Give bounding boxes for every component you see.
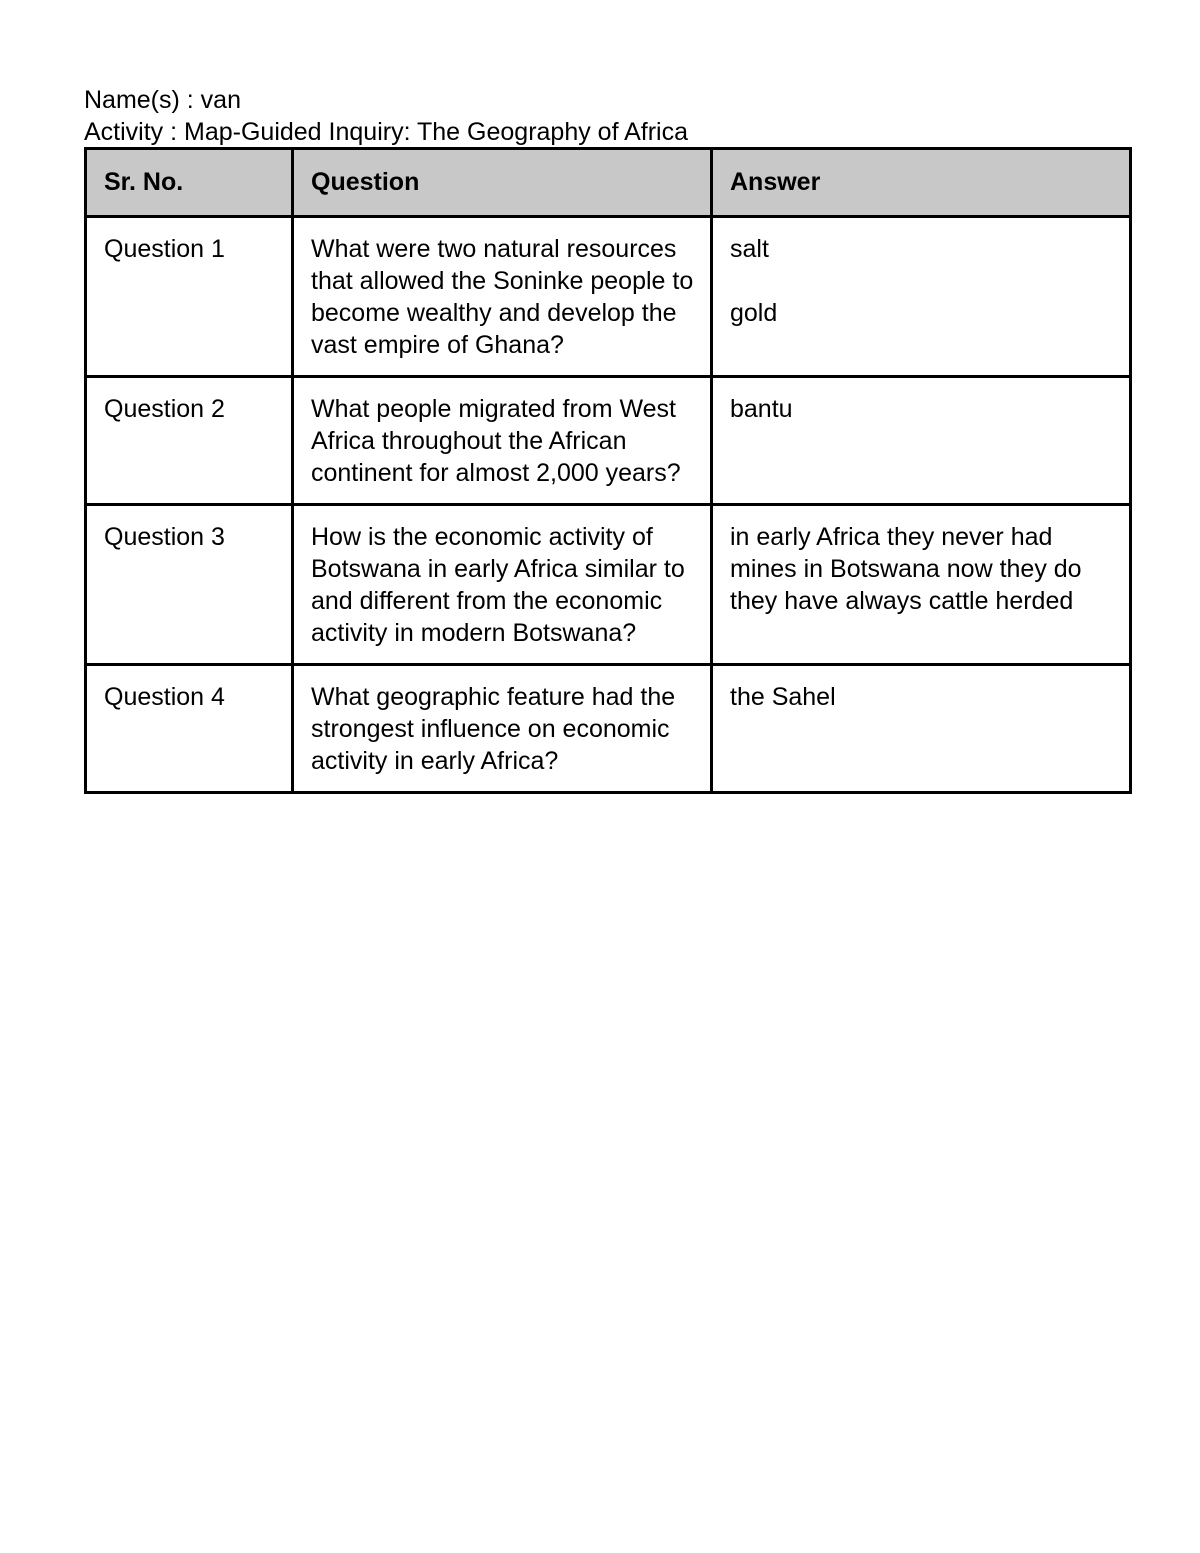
question-text: How is the economic activity of Botswana in early Africa similar to and different from the economic activity in modern Botswana? bbox=[293, 505, 712, 665]
answer-text: the Sahel bbox=[730, 683, 836, 711]
activity-title: Activity : Map-Guided Inquiry: The Geography of Africa bbox=[84, 118, 688, 146]
row-number: Question 1 bbox=[86, 217, 293, 377]
question-text: What people migrated from West Africa throughout the African continent for almost 2,000 years? bbox=[293, 377, 712, 505]
answer-cell[interactable] bbox=[712, 665, 1131, 793]
answer-text: gold bbox=[730, 299, 778, 327]
row-number: Question 4 bbox=[86, 665, 293, 793]
column-header-question: Question bbox=[293, 149, 712, 217]
table-row bbox=[86, 217, 1131, 377]
question-text: What were two natural resources that allowed the Soninke people to become wealthy and develop the vast empire of Ghana? bbox=[293, 217, 712, 377]
question-text: What geographic feature had the strongest influence on economic activity in early Africa? bbox=[293, 665, 712, 793]
table-row bbox=[86, 377, 1131, 505]
question-answer-table bbox=[84, 147, 1132, 794]
row-number: Question 2 bbox=[86, 377, 293, 505]
names-line: Name(s) : van bbox=[84, 86, 241, 114]
answer-cell[interactable] bbox=[712, 377, 1131, 505]
answer-cell[interactable] bbox=[712, 505, 1131, 665]
answer-cell[interactable] bbox=[712, 217, 1131, 377]
table-row bbox=[86, 505, 1131, 665]
table-row bbox=[86, 665, 1131, 793]
document-header bbox=[84, 84, 688, 148]
row-number: Question 3 bbox=[86, 505, 293, 665]
answer-text: bantu bbox=[730, 395, 793, 423]
column-header-sr-no: Sr. No. bbox=[86, 149, 293, 217]
answer-text: salt bbox=[730, 235, 769, 263]
table-header-row bbox=[86, 149, 1131, 217]
answer-text: in early Africa they never had mines in Botswana now they do they have always cattle herded bbox=[730, 523, 1082, 615]
column-header-answer: Answer bbox=[712, 149, 1131, 217]
